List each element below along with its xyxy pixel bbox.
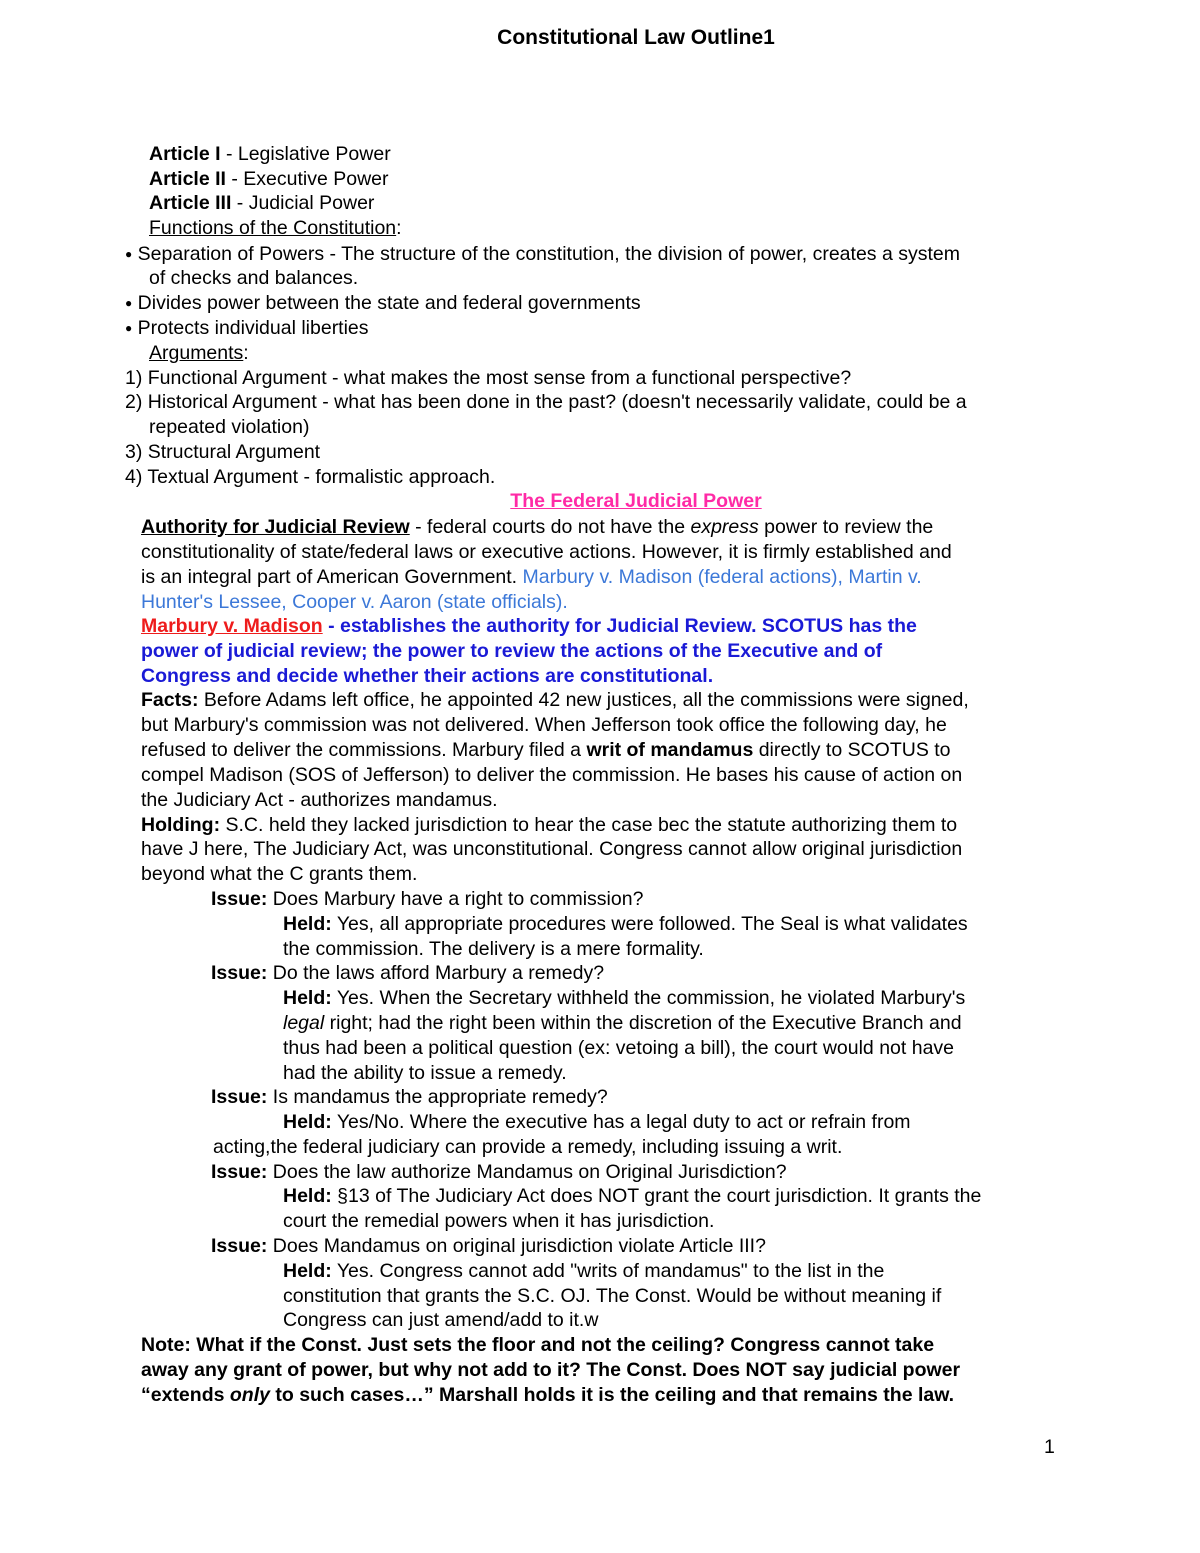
- marbury-case-name: Marbury v. Madison: [141, 615, 323, 637]
- argument-item: 2) Historical Argument - what has been done in the past? (doesn't necessarily validate, could be a: [125, 391, 967, 413]
- note-line: Note: What if the Const. Just sets the floor and not the ceiling? Congress cannot take: [141, 1334, 935, 1356]
- bullet-item: ● Separation of Powers - The structure of the constitution, the division of power, creates a system: [125, 243, 960, 265]
- argument-item-continuation: repeated violation): [149, 416, 310, 438]
- held-line: Held: Yes, all appropriate procedures were followed. The Seal is what validates: [283, 913, 968, 935]
- article-3-label: Article III: [149, 192, 232, 214]
- issue-line: Issue: Do the laws afford Marbury a remedy?: [211, 962, 605, 984]
- marbury-rule-line: Congress and decide whether their actions are constitutional.: [141, 665, 714, 687]
- marbury-rule-line: Marbury v. Madison - establishes the authority for Judicial Review. SCOTUS has the: [141, 615, 917, 637]
- bullet-icon: ●: [125, 296, 133, 310]
- holding-line: have J here, The Judiciary Act, was unconstitutional. Congress cannot allow original jurisdiction: [141, 838, 963, 860]
- held-line: Congress can just amend/add to it.w: [283, 1309, 599, 1331]
- facts-line: the Judiciary Act - authorizes mandamus.: [141, 789, 498, 811]
- held-line: Held: §13 of The Judiciary Act does NOT grant the court jurisdiction. It grants the: [283, 1185, 982, 1207]
- argument-item: 4) Textual Argument - formalistic approach.: [125, 466, 496, 488]
- authority-paragraph-line: constitutionality of state/federal laws or executive actions. However, it is firmly established and: [141, 541, 952, 563]
- issue-line: Issue: Is mandamus the appropriate remedy?: [211, 1086, 608, 1108]
- issue-line: Issue: Does Mandamus on original jurisdiction violate Article III?: [211, 1235, 766, 1257]
- facts-line: Facts: Before Adams left office, he appointed 42 new justices, all the commissions were signed,: [141, 689, 969, 711]
- page-number: 1: [1044, 1436, 1055, 1458]
- facts-line: but Marbury's commission was not delivered. When Jefferson took office the following day, he: [141, 714, 947, 736]
- case-citations: Marbury v. Madison (federal actions), Martin v.: [522, 566, 922, 588]
- held-line: court the remedial powers when it has jurisdiction.: [283, 1210, 715, 1232]
- authority-paragraph-line: Authority for Judicial Review - federal courts do not have the express power to review the: [141, 516, 934, 538]
- facts-label: Facts:: [141, 689, 199, 711]
- argument-item: 3) Structural Argument: [125, 441, 321, 463]
- held-line: had the ability to issue a remedy.: [283, 1062, 567, 1084]
- arguments-heading: Arguments:: [149, 342, 249, 364]
- facts-line: compel Madison (SOS of Jefferson) to deliver the commission. He bases his cause of action on: [141, 764, 963, 786]
- section-heading: The Federal Judicial Power: [510, 490, 762, 512]
- argument-item: 1) Functional Argument - what makes the most sense from a functional perspective?: [125, 367, 852, 389]
- note-line: away any grant of power, but why not add to it? The Const. Does NOT say judicial power: [141, 1359, 961, 1381]
- bullet-item: ● Protects individual liberties: [125, 317, 369, 339]
- bullet-icon: ●: [125, 321, 133, 335]
- article-3-line: Article III - Judicial Power: [149, 192, 375, 214]
- marbury-rule-line: power of judicial review; the power to review the actions of the Executive and of: [141, 640, 883, 662]
- holding-line: beyond what the C grants them.: [141, 863, 418, 885]
- authority-label: Authority for Judicial Review: [141, 516, 410, 538]
- holding-line: Holding: S.C. held they lacked jurisdiction to hear the case bec the statute authorizing them to: [141, 814, 958, 836]
- note-line: “extends only to such cases…” Marshall holds it is the ceiling and that remains the law.: [141, 1384, 955, 1406]
- issue-line: Issue: Does the law authorize Mandamus on Original Jurisdiction?: [211, 1161, 787, 1183]
- held-line: acting,the federal judiciary can provide a remedy, including issuing a writ.: [213, 1136, 843, 1158]
- article-2-label: Article II: [149, 168, 226, 190]
- article-2-line: Article II - Executive Power: [149, 168, 389, 190]
- held-line: Held: Yes. When the Secretary withheld the commission, he violated Marbury's: [283, 987, 966, 1009]
- bullet-item: ● Divides power between the state and federal governments: [125, 292, 641, 314]
- held-line: the commission. The delivery is a mere formality.: [283, 938, 704, 960]
- held-line: constitution that grants the S.C. OJ. The Const. Would be without meaning if: [283, 1285, 942, 1307]
- case-citations: Hunter's Lessee, Cooper v. Aaron (state officials).: [141, 591, 568, 613]
- held-line: thus had been a political question (ex: vetoing a bill), the court would not have: [283, 1037, 955, 1059]
- article-1-line: Article I - Legislative Power: [149, 143, 391, 165]
- document-title: Constitutional Law Outline1: [497, 26, 775, 49]
- held-line: legal right; had the right been within the discretion of the Executive Branch and: [283, 1012, 962, 1034]
- functions-heading: Functions of the Constitution:: [149, 217, 402, 239]
- issue-line: Issue: Does Marbury have a right to commission?: [211, 888, 644, 910]
- authority-paragraph-line: is an integral part of American Government. Marbury v. Madison (federal actions), Martin v.: [141, 566, 922, 588]
- bullet-icon: ●: [125, 247, 133, 261]
- facts-line: refused to deliver the commissions. Marbury filed a writ of mandamus directly to SCOTUS to: [141, 739, 951, 761]
- held-line: Held: Yes/No. Where the executive has a legal duty to act or refrain from: [283, 1111, 911, 1133]
- article-1-label: Article I: [149, 143, 226, 165]
- bullet-item-continuation: of checks and balances.: [149, 267, 359, 289]
- holding-label: Holding:: [141, 814, 221, 836]
- held-line: Held: Yes. Congress cannot add "writs of mandamus" to the list in the: [283, 1260, 885, 1282]
